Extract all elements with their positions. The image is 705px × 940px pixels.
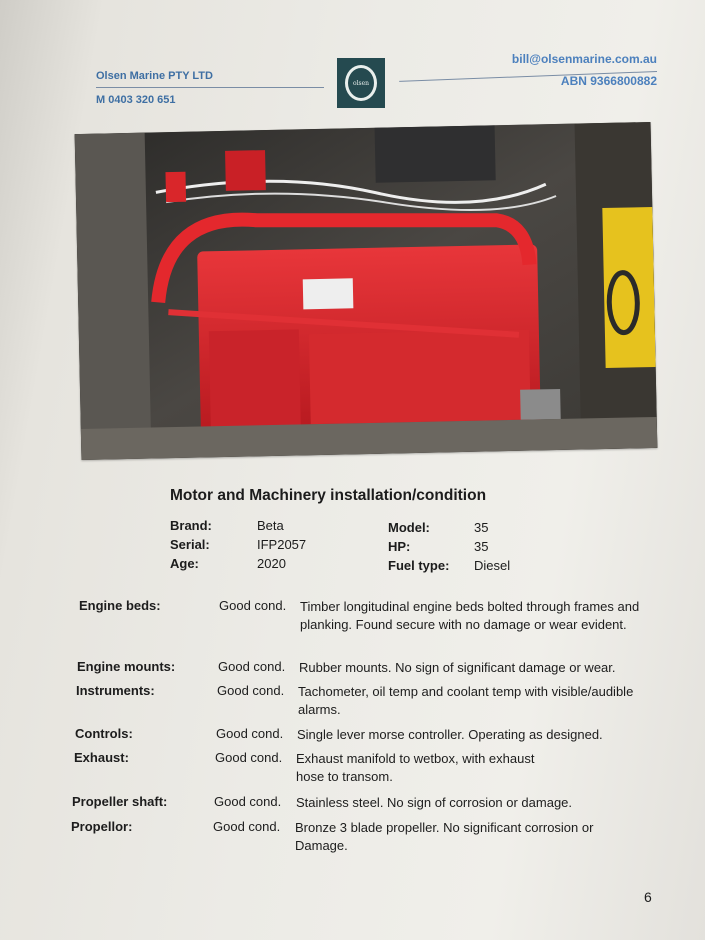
row-condition: Good cond. <box>215 750 283 765</box>
row-label: Propeller shaft: <box>72 794 168 809</box>
spec-label-fuel-type: Fuel type: <box>388 558 450 573</box>
row-description: Bronze 3 blade propeller. No significant corrosion or Damage. <box>295 820 594 853</box>
row-condition: Good cond. <box>218 659 286 674</box>
header-left <box>96 70 213 106</box>
row-label: Controls: <box>75 726 133 741</box>
spec-value-model: 35 <box>474 520 489 535</box>
row-description: Exhaust manifold to wetbox, with exhaust hose to transom. <box>296 751 535 784</box>
spec-label-model: Model: <box>388 520 430 535</box>
row-description: Single lever morse controller. Operating as designed. <box>297 727 603 742</box>
row-description: Tachometer, oil temp and coolant temp with visible/audible alarms. <box>298 684 634 717</box>
section-title: Motor and Machinery installation/condition <box>170 487 487 504</box>
row-condition: Good cond. <box>217 683 285 698</box>
row-label: Engine mounts: <box>77 659 176 674</box>
company-email[interactable]: bill@olsenmarine.com.au <box>511 52 657 66</box>
spec-label-brand: Brand: <box>170 518 212 533</box>
header-rule-left <box>96 87 324 88</box>
row-label: Instruments: <box>76 683 155 698</box>
row-condition: Good cond. <box>214 794 282 809</box>
row-description: Rubber mounts. No sign of significant damage or wear. <box>299 660 616 675</box>
engine-photo <box>75 122 658 460</box>
company-logo <box>337 58 385 108</box>
spec-label-hp: HP: <box>388 539 411 554</box>
header-right <box>511 52 657 88</box>
logo-text: olsen <box>352 79 370 87</box>
row-description: Timber longitudinal engine beds bolted through frames and planking. Found secure with no damage or wear evident. <box>300 599 640 632</box>
row-condition: Good cond. <box>216 726 284 741</box>
spec-value-serial: IFP2057 <box>257 537 307 552</box>
page-number: 6 <box>644 889 652 905</box>
row-description: Stainless steel. No sign of corrosion or damage. <box>296 795 573 810</box>
engine-illustration <box>75 122 658 460</box>
spec-value-brand: Beta <box>257 518 284 533</box>
spec-value-age: 2020 <box>257 556 286 571</box>
row-label: Propellor: <box>71 819 133 834</box>
row-condition: Good cond. <box>219 598 287 613</box>
company-phone: M 0403 320 651 <box>96 94 176 106</box>
row-condition: Good cond. <box>213 819 281 834</box>
spec-label-age: Age: <box>170 556 199 571</box>
company-abn: ABN 9366800882 <box>560 74 657 88</box>
row-label: Exhaust: <box>74 750 129 765</box>
company-name: Olsen Marine PTY LTD <box>96 70 213 82</box>
row-label: Engine beds: <box>79 598 161 613</box>
spec-value-hp: 35 <box>474 539 489 554</box>
spec-value-fuel-type: Diesel <box>474 558 511 573</box>
spec-label-serial: Serial: <box>170 537 210 552</box>
logo-ring-icon <box>345 65 377 101</box>
